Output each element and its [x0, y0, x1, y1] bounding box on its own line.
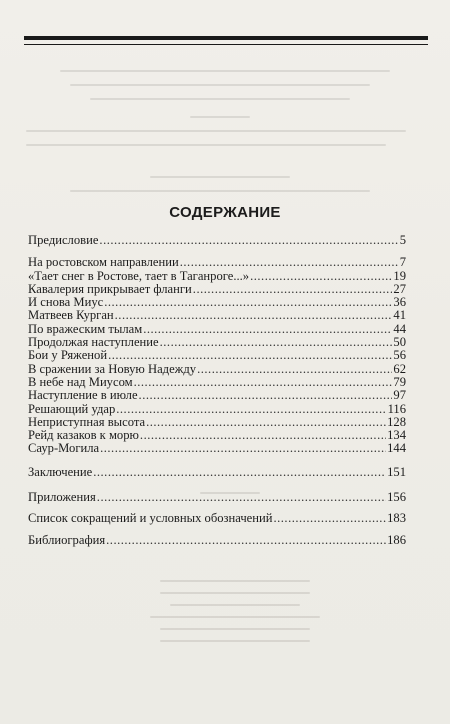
- toc-entry: [28, 309, 406, 322]
- toc-entry-title: «Тает снег в Ростове, тает в Таганроге...»: [28, 268, 250, 283]
- toc-entry-title: Библиография: [28, 532, 106, 547]
- toc-entry: [28, 429, 406, 442]
- toc-entry-page: 186: [387, 532, 406, 547]
- toc-heading: СОДЕРЖАНИЕ: [169, 204, 281, 221]
- dot-leader: [99, 234, 398, 247]
- table-of-contents: [28, 234, 406, 547]
- toc-entry-title: По вражеским тылам: [28, 321, 143, 336]
- toc-entry: [28, 349, 406, 362]
- toc-entry-page: 144: [387, 441, 406, 456]
- toc-entry-title: В небе над Миусом: [28, 374, 133, 389]
- toc-entry-page: 128: [387, 414, 406, 429]
- dot-leader: [146, 416, 386, 429]
- dot-leader: [140, 429, 386, 442]
- toc-entry-page: 44: [393, 321, 406, 336]
- toc-entry: [28, 466, 406, 479]
- toc-entry-page: 116: [387, 401, 406, 416]
- toc-entry-page: 97: [393, 388, 406, 403]
- toc-entry-title: Продолжая наступление: [28, 335, 159, 350]
- dot-leader: [106, 534, 386, 547]
- toc-entry-title: Саур-Могила: [28, 441, 100, 456]
- toc-entry-page: 62: [393, 361, 406, 376]
- toc-entry-title: Наступление в июле: [28, 388, 138, 403]
- dot-leader: [104, 296, 392, 309]
- toc-entry: [28, 491, 406, 504]
- toc-entry: [28, 363, 406, 376]
- toc-entry-title: И снова Миус: [28, 295, 104, 310]
- dot-leader: [197, 363, 392, 376]
- toc-entry-page: 56: [393, 348, 406, 363]
- dot-leader: [160, 336, 393, 349]
- toc-entry-title: Матвеев Курган: [28, 308, 114, 323]
- toc-entry: [28, 403, 406, 416]
- dot-leader: [250, 270, 392, 283]
- dot-leader: [100, 442, 386, 455]
- header-rule-thick: [24, 36, 428, 40]
- toc-entry-page: 5: [399, 233, 406, 247]
- toc-entry: [28, 234, 406, 247]
- toc-entry-page: 50: [393, 335, 406, 350]
- dot-leader: [134, 376, 393, 389]
- toc-entry-title: Рейд казаков к морю: [28, 428, 139, 443]
- dot-leader: [97, 491, 386, 504]
- toc-entry-page: 27: [393, 281, 406, 296]
- toc-entry-title: На ростовском направлении: [28, 255, 179, 270]
- toc-entry-page: 183: [387, 511, 406, 526]
- toc-entry: [28, 336, 406, 349]
- toc-entry-page: 36: [393, 295, 406, 310]
- dot-leader: [193, 283, 393, 296]
- toc-entry: [28, 323, 406, 336]
- toc-entry: [28, 270, 406, 283]
- dot-leader: [143, 323, 392, 336]
- toc-entry-page: 41: [393, 308, 406, 323]
- toc-entry: [28, 376, 406, 389]
- toc-entry-page: 151: [387, 464, 406, 479]
- toc-entry-page: 134: [387, 428, 406, 443]
- toc-entry: [28, 512, 406, 525]
- toc-entry: [28, 442, 406, 455]
- toc-entry-page: 7: [399, 255, 406, 270]
- toc-entry-title: Приложения: [28, 490, 96, 505]
- dot-leader: [116, 403, 386, 416]
- toc-entry-title: Предисловие: [28, 233, 99, 247]
- toc-entry-title: Решающий удар: [28, 401, 116, 416]
- toc-entry-page: 79: [393, 374, 406, 389]
- header-rule-thin: [24, 44, 428, 45]
- toc-entry-page: 156: [387, 490, 406, 505]
- toc-entry: [28, 283, 406, 296]
- toc-entry-title: Список сокращений и условных обозначений: [28, 511, 273, 526]
- toc-entry: [28, 296, 406, 309]
- toc-entry: [28, 256, 406, 269]
- toc-entry-page: 19: [393, 268, 406, 283]
- toc-entry: [28, 534, 406, 547]
- dot-leader: [139, 389, 393, 402]
- toc-entry-title: Заключение: [28, 464, 93, 479]
- dot-leader: [93, 466, 386, 479]
- toc-entry-title: Неприступная высота: [28, 414, 146, 429]
- dot-leader: [180, 256, 399, 269]
- toc-entry: [28, 416, 406, 429]
- toc-entry-title: Бои у Ряженой: [28, 348, 108, 363]
- toc-entry: [28, 389, 406, 402]
- dot-leader: [108, 349, 392, 362]
- dot-leader: [273, 512, 386, 525]
- toc-entry-title: Кавалерия прикрывает фланги: [28, 281, 192, 296]
- toc-entry-title: В сражении за Новую Надежду: [28, 361, 197, 376]
- dot-leader: [115, 309, 393, 322]
